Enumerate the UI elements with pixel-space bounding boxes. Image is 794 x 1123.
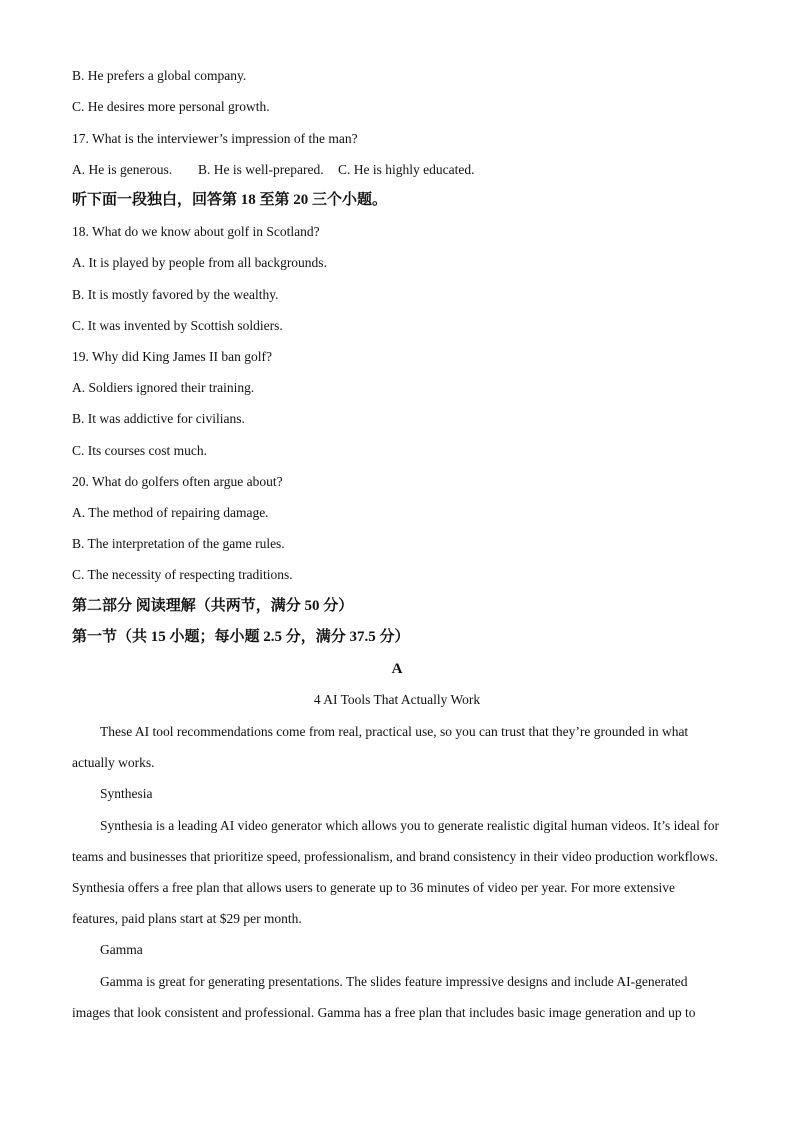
q18-question: 18. What do we know about golf in Scotland? bbox=[72, 224, 320, 239]
q16-option-b: B. He prefers a global company. bbox=[72, 68, 247, 83]
q18-option-b: B. It is mostly favored by the wealthy. bbox=[72, 287, 279, 302]
monologue-instruction: 听下面一段独白，回答第 18 至第 20 三个小题。 bbox=[72, 192, 388, 208]
q19-option-c: C. Its courses cost much. bbox=[72, 443, 207, 458]
q20-question: 20. What do golfers often argue about? bbox=[72, 474, 283, 489]
q19-option-a: A. Soldiers ignored their training. bbox=[72, 380, 255, 395]
passage-letter: A bbox=[391, 661, 403, 677]
q19-question: 19. Why did King James II ban golf? bbox=[72, 349, 272, 364]
q17-option-c: C. He is highly educated. bbox=[338, 162, 475, 177]
section1-heading: 第一节（共 15 小题；每小题 2.5 分，满分 37.5 分） bbox=[72, 629, 410, 645]
tool1-name: Synthesia bbox=[100, 786, 153, 801]
q20-option-b: B. The interpretation of the game rules. bbox=[72, 536, 285, 551]
q17-question: 17. What is the interviewer’s impression of the man? bbox=[72, 131, 358, 146]
q18-option-a: A. It is played by people from all backgrounds. bbox=[72, 255, 327, 270]
tool1-paragraph: Synthesia is a leading AI video generator which allows you to generate realistic digital human videos. It’s ideal for teams and businesses that prioritize speed, professionalism, and brand consistency in their video production workflows. Synthesia offers a free plan that allows users to generate up to 36 minutes of video per year. For more extensive features, paid plans start at $29 per month. bbox=[72, 818, 719, 926]
passage-title: 4 AI Tools That Actually Work bbox=[313, 692, 481, 707]
q17-option-b: B. He is well-prepared. bbox=[198, 162, 324, 177]
part2-heading: 第二部分 阅读理解（共两节，满分 50 分） bbox=[72, 598, 354, 614]
tool2-paragraph: Gamma is great for generating presentations. The slides feature impressive designs and include AI-generated images that look consistent and professional. Gamma has a free plan that includes basic image generation and up to bbox=[72, 974, 696, 1020]
tool2-name: Gamma bbox=[100, 942, 143, 957]
q17-options bbox=[72, 161, 474, 179]
q19-option-b: B. It was addictive for civilians. bbox=[72, 411, 245, 426]
q20-option-a: A. The method of repairing damage. bbox=[72, 505, 269, 520]
q17-option-a: A. He is generous. bbox=[72, 162, 173, 177]
intro-paragraph: These AI tool recommendations come from real, practical use, so you can trust that they’re grounded in what actually works. bbox=[72, 724, 689, 770]
q18-option-c: C. It was invented by Scottish soldiers. bbox=[72, 318, 283, 333]
q20-option-c: C. The necessity of respecting traditions. bbox=[72, 567, 293, 582]
q16-option-c: C. He desires more personal growth. bbox=[72, 99, 270, 114]
